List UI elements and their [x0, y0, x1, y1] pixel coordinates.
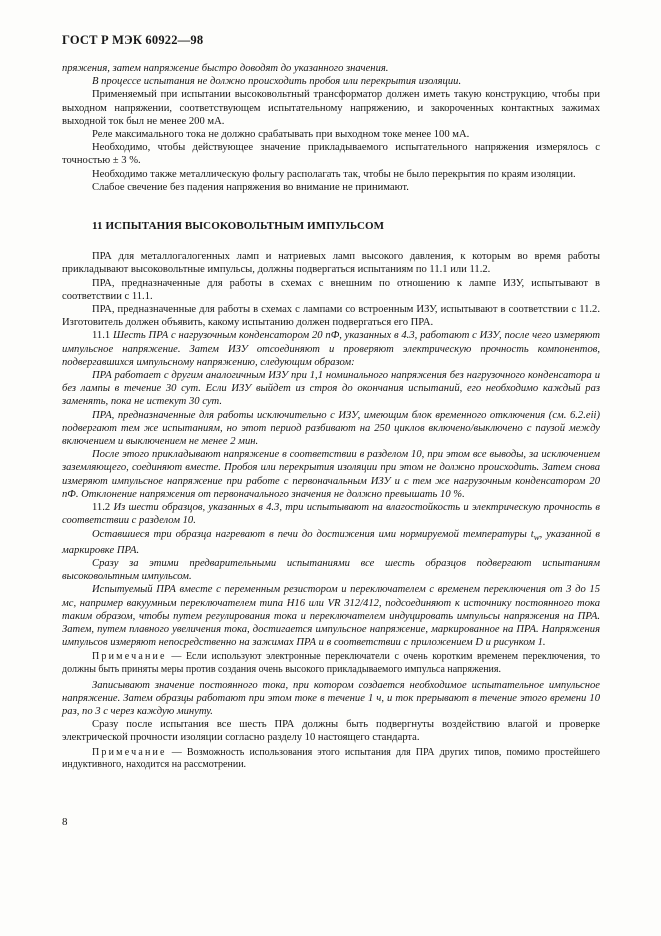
paragraph-11-1-a: ПРА работает с другим аналогичным ИЗУ при 1,1 номинального напряжения без нагрузочного конденсатора и без лампы в течение 30 сут. Если ИЗУ выйдет из строя до окончания испытаний, его необходимо каждый раз заменять, пока не истекут 30 сут. — [62, 370, 600, 408]
paragraph-11-1-c: После этого прикладывают напряжение в соответствии в разделом 10, при этом все выводы, за исключением заземляющего, соединяют вместе. Пробоя или перекрытия изоляции при этом не должно происходить. Затем снова измеряют импульсное напряжение при работе с первоначальным ИЗУ и с тем же нагрузочным конденсатором 20 пФ. Отклонение напряжения от первоначального значения не должно превышать 10 %. — [62, 449, 600, 500]
clause-text: Шесть ПРА с нагрузочным конденсатором 20 пФ, указанных в 4.3, работают с ИЗУ, после чего измеряют импульсное напряжение. Затем ИЗУ отсоединяют и проверяют электрическую прочность компонентов, подвергавшихся импульсному напряжению, следующим образом: — [62, 330, 600, 368]
paragraph-continuation: пряжения, затем напряжение быстро доводят до указанного значения. — [62, 63, 389, 74]
paragraph-accuracy: Необходимо, чтобы действующее значение прикладываемого испытательного напряжения измерялось с точностью ± 3 %. — [62, 142, 600, 167]
clause-11-2 — [62, 501, 600, 527]
page-body — [62, 62, 600, 772]
paragraph-foil: Необходимо также металлическую фольгу располагать так, чтобы не было перекрытия по краям изоляции. — [92, 168, 576, 180]
section-heading: 11 ИСПЫТАНИЯ ВЫСОКОВОЛЬТНЫМ ИМПУЛЬСОМ — [92, 220, 385, 233]
document-header: ГОСТ Р МЭК 60922—98 — [62, 33, 204, 47]
paragraph-transformer: Применяемый при испытании высоковольтный трансформатор должен иметь такую конструкцию, чтобы при выходном напряжении, соответствующем испытательному напряжению, и закороченных контактных зажимах выходной ток был не менее 200 мА. — [62, 89, 600, 127]
paragraph-11-2-b: Испытуемый ПРА вместе с переменным резистором и переключателем с временем переключения от 3 до 15 мс, например вакуумным переключателем типа H16 или VR 312/412, подсоединяют к источнику постоянного тока таким образом, чтобы путем регулирования тока и переключателем индуцировать импульсы напряжения на ПРА. Затем, путем плавного увеличения тока, достигается импульсное напряжение, маркированное на ПРА. Напряжения импульсов измеряют непосредственно на зажимах ПРА и в соответствии с приложением D и рисунком 1. — [62, 584, 600, 649]
clause-number: 11.1 — [92, 330, 111, 342]
clause-number: 11.2 — [92, 502, 111, 514]
paragraph-intro-2: ПРА, предназначенные для работы в схемах с внешним по отношению к лампе ИЗУ, испытывают в соответствии с 11.1. — [62, 277, 600, 302]
paragraph-glow: Слабое свечение без падения напряжения во внимание не принимают. — [92, 181, 409, 193]
note-2 — [62, 747, 600, 772]
clause-11-1 — [62, 329, 600, 369]
paragraph-no-breakdown: В процессе испытания не должно происходить пробоя или перекрытия изоляции. — [92, 76, 462, 88]
note-text: — Возможность использования этого испытания для ПРА других типов, помимо простейшего индуктивного, находится на рассмотрении. — [62, 746, 600, 771]
paragraph-11-2-heat: Оставшиеся три образца нагревают в печи до достижения ими нормируемой температуры $t_w$, указанной в маркировке ПРА. — [62, 528, 600, 556]
note-label: Примечание — [92, 746, 167, 758]
page-number: 8 — [62, 816, 68, 828]
note-label: Примечание — [92, 651, 167, 663]
clause-text: Из шести образцов, указанных в 4.3, три испытывают на влагостойкость и электрическую прочность в соответствии с разделом 10. — [62, 502, 600, 527]
note-1 — [62, 651, 600, 676]
paragraph-11-1-b: ПРА, предназначенные для работы исключительно с ИЗУ, имеющим блок временного отключения (см. 6.2.eii) подвергают тем же испытаниям, но этот период разбивают на 250 циклов включено/выключено с паузой между включением и выключением не менее 2 мин. — [62, 409, 600, 448]
paragraph-relay: Реле максимального тока не должно срабатывать при выходном токе менее 100 мА. — [92, 129, 470, 141]
paragraph-intro-1: ПРА для металлогалогенных ламп и натриевых ламп высокого давления, к которым во время работы прикладывают высоковольтные импульсы, должны подвергаться испытаниям по 11.1 или 11.2. — [62, 251, 600, 276]
paragraph-intro-3: ПРА, предназначенные для работы в схемах с лампами со встроенным ИЗУ, испытывают в соответствии с 11.2. Изготовитель должен объявить, какому испытанию должен подвергаться его ПРА. — [62, 304, 600, 329]
paragraph-11-2-a: Сразу за этими предварительными испытаниями все шесть образцов подвергают испытаниям высоковольтным импульсом. — [62, 558, 600, 583]
note-text: — Если используют электронные переключатели с очень коротким временем переключения, то должны быть приняты меры против создания очень высокого прикладываемого импульса напряжения. — [62, 651, 600, 676]
paragraph-11-2-after: Сразу после испытания все шесть ПРА должны быть подвергнуты воздействию влагой и проверке электрической прочности изоляции согласно разделу 10 настоящего стандарта. — [62, 719, 600, 744]
paragraph-11-2-record: Записывают значение постоянного тока, при котором создается необходимое испытательное импульсное напряжение. Затем образцы работают при этом токе в течение 1 ч, и ток прерывают в течение этого времени 10 раз, по 3 с через каждую минуту. — [62, 679, 600, 718]
